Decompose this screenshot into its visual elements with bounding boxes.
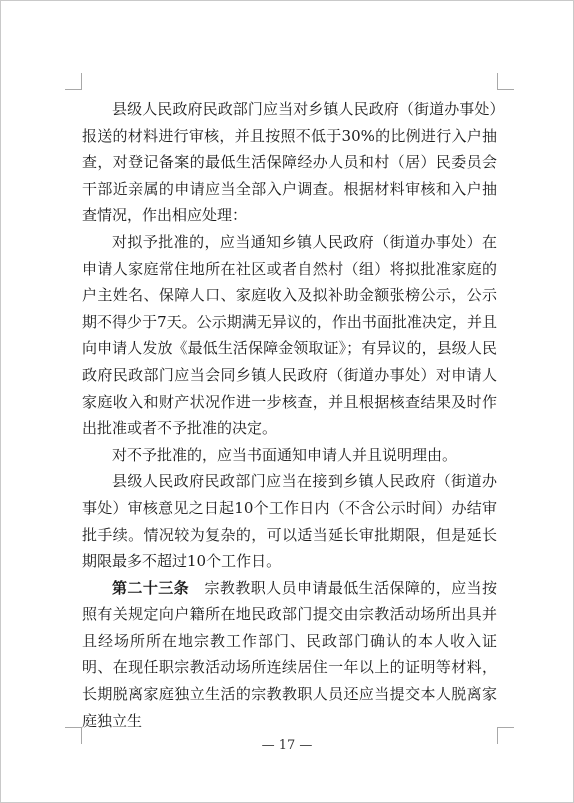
crop-mark-top-right xyxy=(497,73,514,90)
article-text: 宗教教职人员申请最低生活保障的，应当按照有关规定向户籍所在地民政部门提交由宗教活动场所出具并且经场所所在地宗教工作部门、民政部门确认的本人收入证明、在现任职宗教活动场所连续居住一年以上的证明等材料，长期脱离家庭独立生活的宗教教职人员还应当提交本人脱离家庭独立生 xyxy=(82,578,497,730)
article-number: 第二十三条 xyxy=(112,578,190,597)
crop-mark-top-left xyxy=(65,73,82,90)
document-body xyxy=(82,96,497,734)
paragraph: 县级人民政府民政部门应当在接到乡镇人民政府（街道办事处）审核意见之日起10个工作日内（不含公示时间）办结审批手续。情况较为复杂的，可以适当延长审批期限，但是延长期限最多不超过10个工作日。 xyxy=(82,472,497,571)
paragraph: 县级人民政府民政部门应当对乡镇人民政府（街道办事处）报送的材料进行审核，并且按照不低于30%的比例进行入户抽查，对登记备案的最低生活保障经办人员和村（居）民委员会干部近亲属的申请应当全部入户调查。根据材料审核和入户抽查情况，作出相应处理： xyxy=(82,100,497,225)
paragraph: 对不予批准的，应当书面通知申请人并且说明理由。 xyxy=(112,445,458,464)
paragraph: 对拟予批准的，应当通知乡镇人民政府（街道办事处）在申请人家庭常住地所在社区或者自然村（组）将拟批准家庭的户主姓名、保障人口、家庭收入及拟补助金额张榜公示，公示期不得少于7天。公示期满无异议的，作出书面批准决定，并且向申请人发放《最低生活保障金领取证》；有异议的，县级人民政府民政部门应当会同乡镇人民政府（街道办事处）对申请人家庭收入和财产状况作进一步核查，并且根据核查结果及时作出批准或者不予批准的决定。 xyxy=(82,232,497,438)
article-paragraph xyxy=(82,575,497,735)
page-number: — 17 — xyxy=(261,738,313,753)
